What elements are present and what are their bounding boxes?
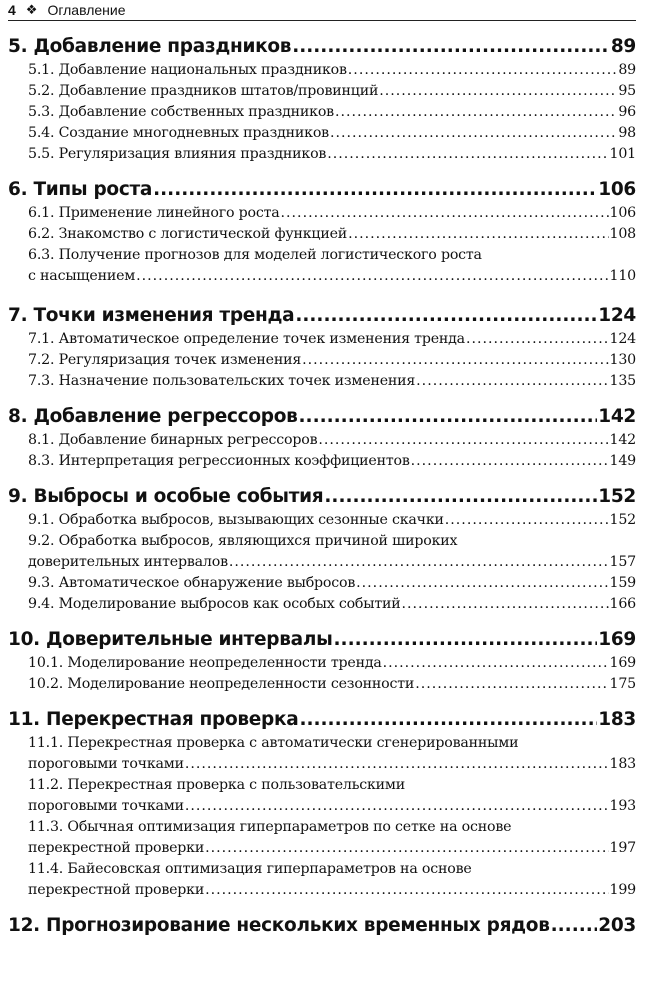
leader-dots — [551, 913, 598, 939]
leader-dots — [324, 484, 597, 510]
chapter-page: 169 — [598, 629, 636, 650]
leader-dots — [205, 880, 608, 901]
leader-dots — [416, 371, 608, 392]
section-title: 7.1. Автоматическое определение точек изменения тренда — [28, 331, 465, 347]
section-title: 5.5. Регуляризация влияния праздников — [28, 146, 327, 162]
chapter-page: 106 — [598, 179, 636, 200]
leader-dots — [302, 350, 608, 371]
section-title: 6.1. Применение линейного роста — [28, 205, 280, 221]
section-page: 106 — [609, 205, 636, 221]
section-title: 6.2. Знакомство с логистической функцией — [28, 226, 348, 242]
leader-dots — [348, 60, 618, 81]
running-header — [8, 0, 636, 21]
leader-dots — [334, 627, 598, 653]
leader-dots — [281, 203, 609, 224]
leader-dots — [356, 573, 608, 594]
toc-section-5-4[interactable] — [8, 123, 636, 144]
toc-section-5-2[interactable] — [8, 81, 636, 102]
section-page: 124 — [609, 331, 636, 347]
section-page: 169 — [609, 655, 636, 671]
section-page: 159 — [609, 575, 636, 591]
section-page: 199 — [609, 882, 636, 898]
toc-section-6-3[interactable] — [8, 245, 636, 287]
toc-chapter-11[interactable] — [8, 707, 636, 733]
leader-dots — [229, 552, 609, 573]
section-title: 5.2. Добавление праздников штатов/провинций — [28, 83, 379, 99]
spacer — [8, 165, 636, 177]
section-page: 130 — [609, 352, 636, 368]
chapter-title: 7. Точки изменения тренда — [8, 305, 295, 326]
toc-section-9-1[interactable] — [8, 510, 636, 531]
chapter-title: 10. Доверительные интервалы — [8, 629, 333, 650]
leader-dots — [330, 123, 617, 144]
leader-dots — [136, 266, 608, 287]
section-title: 10.2. Моделирование неопределенности сезонности — [28, 676, 415, 692]
leader-dots — [335, 102, 617, 123]
spacer — [8, 615, 636, 627]
section-page: 197 — [609, 840, 636, 856]
toc-chapter-6[interactable] — [8, 177, 636, 203]
toc-section-6-1[interactable] — [8, 203, 636, 224]
chapter-page: 183 — [598, 709, 636, 730]
section-title-line2: доверительных интервалов — [28, 554, 228, 570]
chapter-title: 5. Добавление праздников — [8, 36, 292, 57]
ornament-icon: ❖ — [25, 2, 38, 17]
section-title-line1: 9.2. Обработка выбросов, являющихся причиной широких — [28, 533, 458, 549]
section-title: 9.3. Автоматическое обнаружение выбросов — [28, 575, 356, 591]
section-title-line1: 11.3. Обычная оптимизация гиперпараметров по сетке на основе — [28, 819, 512, 835]
leader-dots — [402, 594, 609, 615]
toc-section-8-1[interactable] — [8, 430, 636, 451]
chapter-page: 142 — [598, 406, 636, 427]
chapter-page: 124 — [598, 305, 636, 326]
toc-section-11-4[interactable] — [8, 859, 636, 901]
chapter-title: 12. Прогнозирование нескольких временных рядов — [8, 915, 550, 936]
leader-dots — [348, 224, 608, 245]
leader-dots — [466, 329, 609, 350]
leader-dots — [327, 144, 608, 165]
section-title: 5.4. Создание многодневных праздников — [28, 125, 329, 141]
toc-section-7-3[interactable] — [8, 371, 636, 392]
toc-chapter-7[interactable] — [8, 303, 636, 329]
leader-dots — [318, 430, 608, 451]
leader-dots — [299, 707, 597, 733]
toc-section-9-2[interactable] — [8, 531, 636, 573]
toc-section-5-3[interactable] — [8, 102, 636, 123]
section-page: 108 — [609, 226, 636, 242]
leader-dots — [295, 303, 597, 329]
chapter-title: 11. Перекрестная проверка — [8, 709, 299, 730]
toc-section-5-5[interactable] — [8, 144, 636, 165]
leader-dots — [445, 510, 609, 531]
section-title: 10.1. Моделирование неопределенности тренда — [28, 655, 382, 671]
section-page: 96 — [618, 104, 636, 120]
spacer — [8, 901, 636, 913]
toc-chapter-5[interactable] — [8, 34, 636, 60]
toc-chapter-10[interactable] — [8, 627, 636, 653]
toc-section-11-2[interactable] — [8, 775, 636, 817]
leader-dots — [153, 177, 597, 203]
chapter-page: 89 — [610, 36, 636, 57]
section-page: 193 — [609, 798, 636, 814]
page-number: 4 — [8, 2, 16, 18]
toc-section-11-3[interactable] — [8, 817, 636, 859]
chapter-page: 152 — [598, 486, 636, 507]
section-title-line2: перекрестной проверки — [28, 840, 205, 856]
section-page: 157 — [609, 554, 636, 570]
section-title-line1: 11.1. Перекрестная проверка с автоматически сгенерированными — [28, 735, 519, 751]
section-title-line1: 11.2. Перекрестная проверка с пользовательскими — [28, 777, 406, 793]
section-page: 166 — [609, 596, 636, 612]
section-page: 135 — [609, 373, 636, 389]
section-page: 110 — [609, 268, 636, 284]
leader-dots — [205, 838, 608, 859]
chapter-title: 8. Добавление регрессоров — [8, 406, 298, 427]
toc-chapter-9[interactable] — [8, 484, 636, 510]
toc-section-7-2[interactable] — [8, 350, 636, 371]
leader-dots — [379, 81, 617, 102]
section-title: 8.1. Добавление бинарных регрессоров — [28, 432, 318, 448]
section-title: 5.1. Добавление национальных праздников — [28, 62, 347, 78]
toc-section-10-2[interactable] — [8, 674, 636, 695]
leader-dots — [185, 796, 609, 817]
section-title: 7.2. Регуляризация точек изменения — [28, 352, 302, 368]
leader-dots — [383, 653, 609, 674]
toc-section-10-1[interactable] — [8, 653, 636, 674]
section-page: 149 — [609, 453, 636, 469]
chapter-page: 203 — [598, 915, 636, 936]
section-title: 5.3. Добавление собственных праздников — [28, 104, 334, 120]
table-of-contents — [8, 34, 636, 939]
toc-chapter-8[interactable] — [8, 404, 636, 430]
leader-dots — [411, 451, 609, 472]
leader-dots — [299, 404, 598, 430]
toc-section-9-4[interactable] — [8, 594, 636, 615]
section-page: 95 — [618, 83, 636, 99]
toc-section-5-1[interactable] — [8, 60, 636, 81]
leader-dots — [292, 34, 610, 60]
toc-section-9-3[interactable] — [8, 573, 636, 594]
section-title: 9.1. Обработка выбросов, вызывающих сезонные скачки — [28, 512, 444, 528]
running-title: Оглавление — [47, 2, 126, 18]
section-title-line2: пороговыми точками — [28, 756, 184, 772]
section-title: 9.4. Моделирование выбросов как особых событий — [28, 596, 401, 612]
section-page: 142 — [609, 432, 636, 448]
section-title-line1: 11.4. Байесовская оптимизация гиперпараметров на основе — [28, 861, 472, 877]
toc-chapter-12[interactable] — [8, 913, 636, 939]
spacer — [8, 287, 636, 303]
toc-section-8-3[interactable] — [8, 451, 636, 472]
section-title-line2: перекрестной проверки — [28, 882, 205, 898]
spacer — [8, 392, 636, 404]
leader-dots — [185, 754, 609, 775]
spacer — [8, 695, 636, 707]
section-title-line1: 6.3. Получение прогнозов для моделей логистического роста — [28, 247, 482, 263]
section-page: 152 — [609, 512, 636, 528]
chapter-title: 9. Выбросы и особые события — [8, 486, 324, 507]
section-page: 89 — [618, 62, 636, 78]
section-page: 175 — [609, 676, 636, 692]
toc-section-11-1[interactable] — [8, 733, 636, 775]
toc-section-6-2[interactable] — [8, 224, 636, 245]
chapter-title: 6. Типы роста — [8, 179, 153, 200]
section-page: 183 — [609, 756, 636, 772]
section-page: 101 — [609, 146, 636, 162]
section-page: 98 — [618, 125, 636, 141]
leader-dots — [415, 674, 608, 695]
section-title-line2: пороговыми точками — [28, 798, 184, 814]
section-title-line2: с насыщением — [28, 268, 136, 284]
section-title: 8.3. Интерпретация регрессионных коэффициентов — [28, 453, 410, 469]
spacer — [8, 472, 636, 484]
toc-section-7-1[interactable] — [8, 329, 636, 350]
section-title: 7.3. Назначение пользовательских точек изменения — [28, 373, 416, 389]
